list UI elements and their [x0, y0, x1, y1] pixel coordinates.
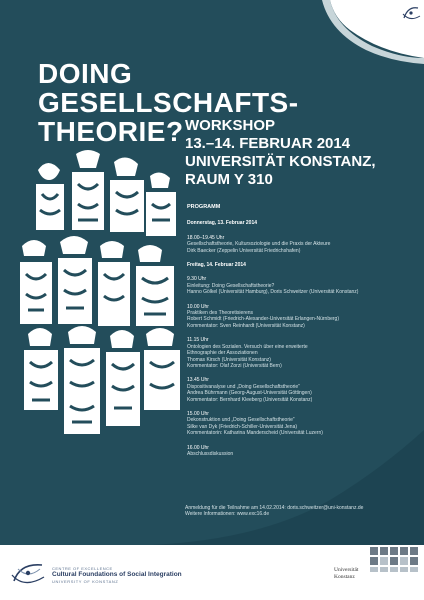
session-time: 11.15 Uhr	[187, 337, 209, 344]
session-line: Kommentatorin: Katharina Manderscheid (Universität Luzern)	[187, 430, 323, 437]
session-line: Silke van Dyk (Friedrich-Schiller-Universität Jena)	[187, 423, 298, 430]
session-line: Abschlussdiskussion	[187, 450, 234, 457]
title-line-2: GESELLSCHAFTS-	[38, 87, 299, 118]
session-line: Ethnographie der Assoziationen	[187, 350, 258, 357]
session-line: Kommentator: Olaf Zorzi (Universität Bern)	[187, 362, 282, 369]
title-line-3: THEORIE?	[38, 116, 184, 147]
excellence-name: Cultural Foundations of Social Integration	[52, 571, 182, 578]
session-line: Praktiken des Theoretisierens	[187, 310, 254, 317]
title-line-1: DOING	[38, 58, 133, 89]
session-line: Kommentator: Sven Reinhardt (Universität Konstanz)	[187, 322, 305, 329]
footer	[0, 545, 424, 600]
session-line: Gesellschaftstheorie, Kultursoziologie und die Praxis der Akteure	[187, 241, 331, 248]
session-line: Andrea Bührmann (Georg-August-Universität Göttingen)	[187, 390, 312, 397]
day-label: Donnerstag, 13. Februar 2014	[187, 220, 258, 227]
session-time: 10.00 Uhr	[187, 303, 209, 310]
university-name-line1: Universität	[334, 567, 359, 573]
program-heading: PROGRAMM	[187, 204, 221, 210]
session-time: 18.00–19.45 Uhr	[187, 234, 225, 241]
session-line: Dispositivanalyse und „Doing Gesellschaftstheorie“	[187, 383, 300, 390]
registration-line: Anmeldung für die Teilnahme am 14.02.2014: doris.schweitzer@uni-konstanz.de	[185, 505, 364, 511]
university-name-line2: Konstanz	[334, 573, 355, 580]
crowd-illustration	[18, 150, 188, 440]
excellence-cluster-emblem-icon	[8, 559, 48, 589]
session-line: Thomas Kirsch (Universität Konstanz)	[187, 356, 271, 363]
university-grid-mark-icon	[370, 545, 424, 573]
program-session	[187, 445, 407, 458]
program-session	[187, 337, 407, 369]
session-line: Dekonstruktion und „Doing Gesellschaftstheorie“	[187, 417, 295, 424]
session-line: Hanno Gölkel (Universität Hamburg), Doris Schweitzer (Universität Konstanz)	[187, 289, 359, 296]
event-dates: 13.–14. FEBRUAR 2014	[185, 135, 351, 152]
excellence-cluster-logo-icon	[400, 4, 422, 24]
program-session	[187, 276, 407, 295]
website-line: Weitere Informationen: www.exc16.de	[185, 511, 270, 518]
session-line: Robert Schmidt (Friedrich-Alexander-Universität Erlangen-Nürnberg)	[187, 316, 340, 323]
program-session	[187, 304, 407, 330]
program-session	[187, 235, 407, 254]
session-line: Ontologien des Sozialen. Versuch über eine erweiterte	[187, 343, 308, 350]
session-time: 16.00 Uhr	[187, 444, 209, 451]
session-line: Dirk Baecker (Zeppelin Universität Friedrichshafen)	[187, 247, 301, 254]
registration-info	[185, 505, 363, 518]
event-type: WORKSHOP	[185, 117, 275, 134]
event-venue: UNIVERSITÄT KONSTANZ,	[185, 153, 376, 170]
day-label: Freitag, 14. Februar 2014	[187, 262, 246, 269]
event-room: RAUM Y 310	[185, 171, 273, 188]
program-session	[187, 377, 407, 403]
session-time: 13.45 Uhr	[187, 377, 209, 384]
program-section	[187, 204, 407, 465]
session-time: 15.00 Uhr	[187, 410, 209, 417]
excellence-university: UNIVERSITY OF KONSTANZ	[52, 579, 119, 584]
university-logo	[334, 567, 358, 580]
session-time: 9.30 Uhr	[187, 276, 207, 283]
program-session	[187, 411, 407, 437]
session-line: Kommentator: Bernhard Kleeberg (Universität Konstanz)	[187, 396, 313, 403]
excellence-tagline: CENTRE OF EXCELLENCE	[52, 566, 113, 571]
session-line: Einleitung: Doing Gesellschaftstheorie?	[187, 282, 275, 289]
